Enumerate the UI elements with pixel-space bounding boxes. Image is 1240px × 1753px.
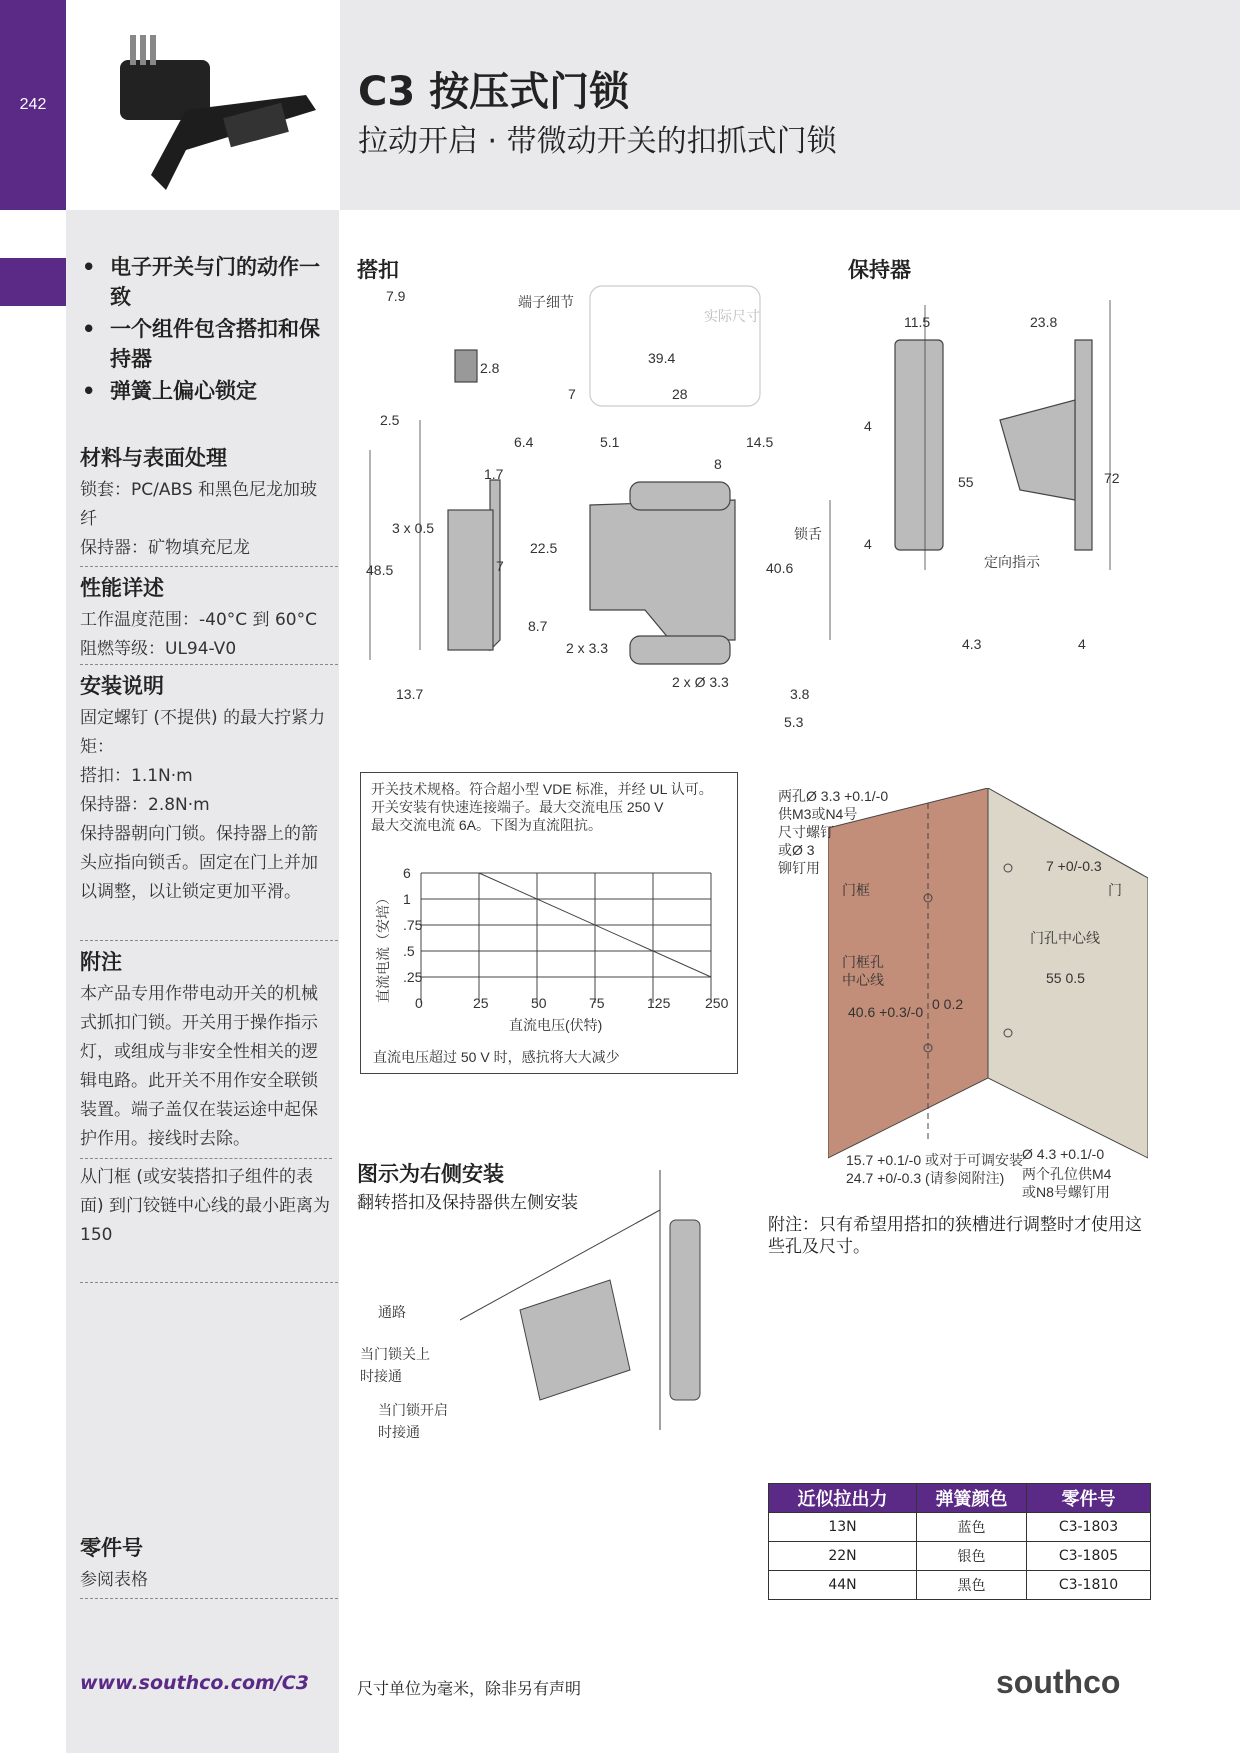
door-hole-label: 门孔中心线 [1030,930,1100,946]
dimension-label: 8 [714,456,722,472]
table-cell: 黑色 [917,1571,1027,1600]
table-cell: 22N [769,1542,917,1571]
divider [80,1282,338,1283]
accent-bar [0,258,66,306]
dimension-label: 23.8 [1030,314,1058,330]
open-label: 当门锁开启 [378,1402,448,1418]
dimension-label: 48.5 [366,562,394,578]
dimension-label: 6.4 [514,434,534,450]
table-row [769,1542,1151,1571]
section-text: 保持器朝向门锁。保持器上的箭头应指向锁舌。固定在门上并加以调整，以让锁定更加平滑。 [80,824,318,902]
section-text: 从门框 (或安装搭扣子组件的表面) 到门铰链中心线的最小距离为150 [80,1167,331,1245]
dimension-label: 1.7 [484,466,504,482]
performance-section [80,572,332,664]
install-section [80,670,332,907]
dim-label: 55 0.5 [1046,970,1085,986]
footer-url[interactable]: www.southco.com/C3 [80,1672,309,1694]
dim-label: 24.7 +0/-0.3 (请参阅附注) [846,1170,1005,1186]
tongue-label: 锁舌 [794,526,822,542]
dim-label: 40.6 +0.3/-0 [848,1004,924,1020]
closed-label: 当门锁关上 [360,1346,430,1362]
door-label: 门 [1108,882,1122,898]
hole-label: 供M3或N4号 [778,806,858,822]
section-title: 零件号 [80,1536,143,1560]
dim-label: 15.7 +0.1/-0 或对于可调安装 [846,1152,1024,1168]
y-tick-label: 1 [403,891,411,907]
switch-spec-box [360,772,738,1074]
section-title: 性能详述 [80,576,164,600]
dimension-label: 5.1 [600,434,620,450]
dimension-label: 13.7 [396,686,424,702]
frame-hole-label: 门框孔 [842,954,884,970]
material-section [80,442,332,563]
page-subtitle: 拉动开启 · 带微动开关的扣抓式门锁 [358,124,837,159]
table-header: 零件号 [1027,1484,1151,1513]
section-text: 保持器：2.8N·m [80,795,210,815]
section-text: 搭扣：1.1N·m [80,766,193,786]
table-cell: 银色 [917,1542,1027,1571]
feature-item: • 弹簧上偏心锁定 [80,376,330,406]
section-text: 固定螺钉 (不提供) 的最大拧紧力矩： [80,708,326,757]
closed-label: 时接通 [360,1368,402,1384]
dimension-label: 4 [864,536,872,552]
dim-label: 0 0.2 [932,996,964,1012]
right-install-title: 图示为右侧安装 [357,1162,504,1186]
dimension-drawings [340,270,1240,740]
y-tick-label: .75 [403,917,423,933]
section-text: 参阅表格 [80,1570,148,1590]
section-text: 保持器：矿物填充尼龙 [80,538,250,558]
hole-label: 铆钉用 [778,860,820,876]
table-header: 弹簧颜色 [917,1484,1027,1513]
footer-note: 尺寸单位为毫米，除非另有声明 [357,1679,582,1698]
chart-note: 直流电压超过 50 V 时，感抗将大大减少 [373,1049,620,1065]
product-photo [66,0,339,210]
notes-section [80,946,332,1250]
table-row [769,1571,1151,1600]
partno-section [80,1532,332,1595]
table-cell: 13N [769,1513,917,1542]
dimension-label: 22.5 [530,540,558,556]
y-axis-label: 直流电流（安培） [375,891,391,1003]
dimension-label: 2.8 [480,360,500,376]
dimension-label: 40.6 [766,560,794,576]
dimension-label: 14.5 [746,434,774,450]
table-cell: C3-1805 [1027,1542,1151,1571]
dim-label: 两个孔位供M4 [1022,1166,1112,1182]
dimension-label: 5.3 [784,714,804,730]
frame-label: 门框 [842,882,870,898]
dimension-label: 8.7 [528,618,548,634]
section-title: 附注 [80,950,122,974]
section-text: 工作温度范围：-40°C 到 60°C [80,610,317,630]
dim-label: Ø 4.3 +0.1/-0 [1022,1146,1105,1162]
install-illustration [460,1170,720,1450]
feature-item: • 一个组件包含搭扣和保持器 [80,314,330,374]
dc-chart [391,863,731,1013]
dimension-label: 2 x 3.3 [566,640,609,656]
dim-label: 7 +0/-0.3 [1046,858,1102,874]
divider [80,566,338,567]
dimension-label: 7 [496,558,504,574]
right-install-sub: 翻转搭扣及保持器供左侧安装 [357,1193,578,1213]
dimension-label: 3.8 [790,686,810,702]
dimension-label: 7 [568,386,576,402]
page-title: C3 按压式门锁 [358,69,630,115]
dimension-label: 4.3 [962,636,982,652]
frame-hole-label: 中心线 [842,972,884,988]
x-tick-label: 250 [705,995,729,1011]
section-text: 阻燃等级：UL94-V0 [80,639,237,659]
table-header: 近似拉出力 [769,1484,917,1513]
table-row [769,1513,1151,1542]
table-cell: 蓝色 [917,1513,1027,1542]
section-text: 锁套：PC/ABS 和黑色尼龙加玻纤 [80,480,318,529]
x-tick-label: 25 [473,995,489,1011]
brand-logo: southco [996,1664,1121,1700]
actual-size-label: 实际尺寸 [704,308,760,324]
divider [80,664,338,665]
hole-label: 或Ø 3 [778,842,815,858]
dimension-label: 39.4 [648,350,676,366]
parts-table [768,1483,1151,1600]
table-cell: C3-1803 [1027,1513,1151,1542]
dimension-label: 28 [672,386,688,402]
catch-title: 搭扣 [357,258,399,282]
section-title: 材料与表面处理 [80,446,227,470]
hole-label: 两孔Ø 3.3 +0.1/-0 [778,788,889,804]
spec-line: 最大交流电流 6A。下图为直流阻抗。 [371,817,603,833]
path-label: 通路 [378,1304,406,1320]
feature-list [80,252,330,408]
y-tick-label: .25 [403,969,423,985]
x-tick-label: 125 [647,995,671,1011]
dimension-label: 4 [864,418,872,434]
dimension-label: 3 x 0.5 [392,520,435,536]
terminal-label: 端子细节 [518,294,574,310]
x-tick-label: 0 [415,995,423,1011]
feature-item: • 电子开关与门的动作一致 [80,252,330,312]
dimension-label: 11.5 [904,314,931,330]
section-title: 安装说明 [80,674,164,698]
spec-line: 开关安装有快速连接端子。最大交流电压 250 V [371,799,664,815]
keeper-title: 保持器 [848,258,911,282]
y-tick-label: 6 [403,865,411,881]
dimension-label: 2.5 [380,412,400,428]
dim-label: 或N8号螺钉用 [1022,1184,1110,1200]
hole-label: 尺寸螺钉 [778,824,834,840]
dimension-label: 55 [958,474,974,490]
page-number: 242 [19,96,47,113]
spec-line: 开关技术规格。符合超小型 VDE 标准，并经 UL 认可。 [371,781,713,797]
divider [80,940,338,941]
divider [80,1598,338,1599]
x-tick-label: 75 [589,995,605,1011]
mount-note: 附注：只有希望用搭扣的狭槽进行调整时才使用这些孔及尺寸。 [768,1215,1142,1257]
page-tab [0,0,66,210]
dimension-label: 4 [1078,636,1086,652]
open-label: 时接通 [378,1424,420,1440]
dimension-label: 72 [1104,470,1120,486]
x-axis-label: 直流电压(伏特) [509,1017,603,1033]
table-cell: 44N [769,1571,917,1600]
orient-label: 定向指示 [984,554,1040,570]
y-tick-label: .5 [403,943,415,959]
dimension-label: 2 x Ø 3.3 [672,674,729,690]
dimension-label: 7.9 [386,288,406,304]
x-tick-label: 50 [531,995,547,1011]
table-cell: C3-1810 [1027,1571,1151,1600]
section-text: 本产品专用作带电动开关的机械式抓扣门锁。开关用于操作指示灯，或组成与非安全性相关的逻辑电路。此开关不用作安全联锁装置。端子盖仅在装运途中起保护作用。接线时去除。 [80,984,318,1149]
